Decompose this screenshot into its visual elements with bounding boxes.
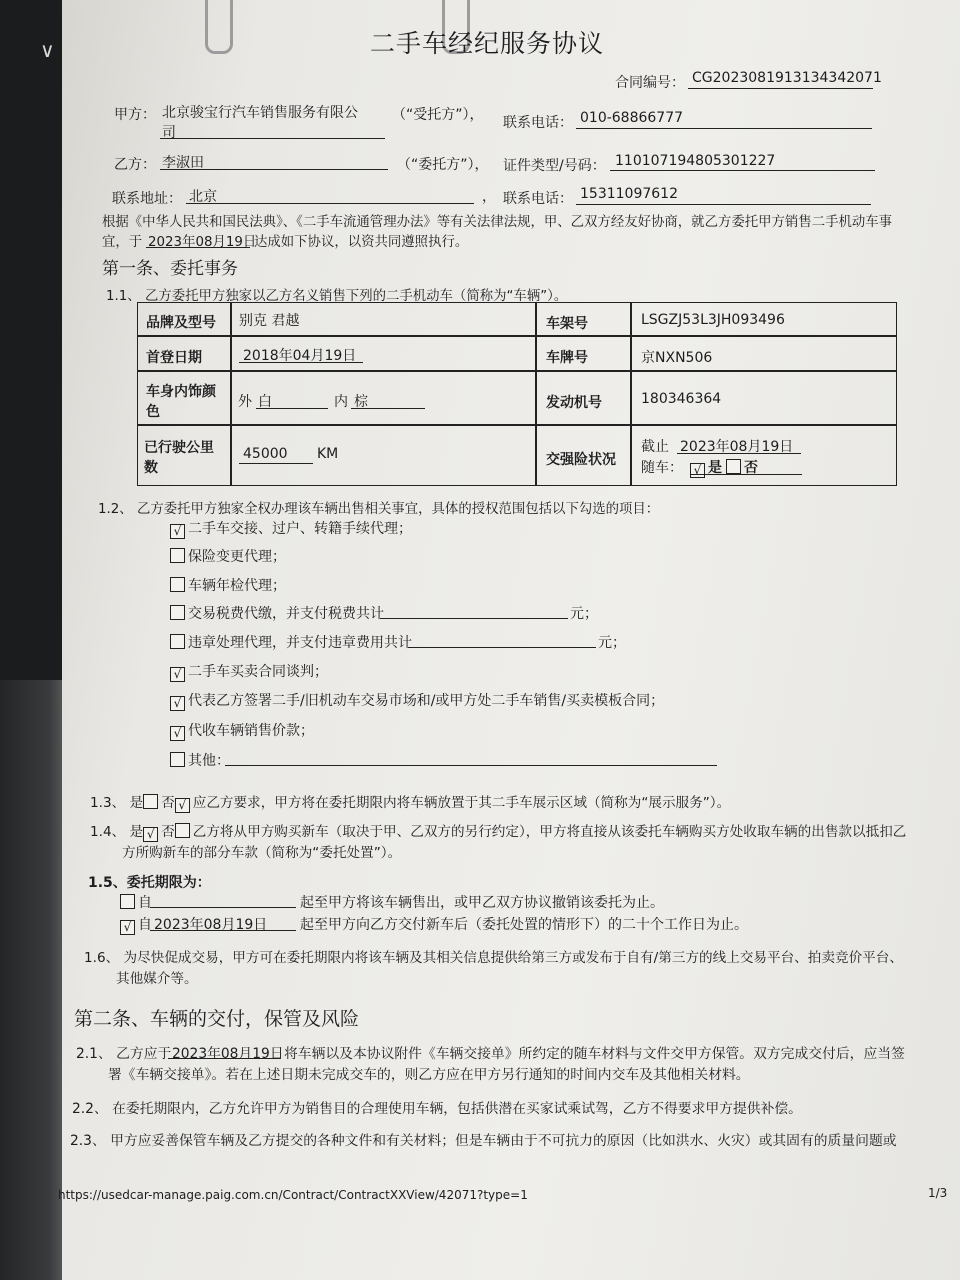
underline	[380, 618, 568, 619]
underline	[186, 203, 474, 204]
empty-box-icon	[170, 752, 185, 767]
party-b-label: 乙方：	[114, 157, 156, 173]
checked-box-icon: √	[690, 463, 705, 478]
checked-box-icon: √	[170, 696, 185, 711]
auth-item-8: √ 代收车辆销售价款；	[170, 720, 314, 741]
inner-color-label: 内	[334, 394, 348, 410]
term-option-1: 自	[120, 892, 152, 912]
insurance-with-options: √ 是 否	[690, 457, 758, 478]
reg-date-label: 首登日期	[146, 350, 202, 366]
party-a-phone: 010-68866777	[580, 110, 684, 126]
preamble-date: 2023年08月19日	[148, 235, 257, 250]
preamble-line2-a: 宜，于	[102, 235, 143, 250]
vin-value: LSGZJ53L3JH093496	[641, 312, 785, 328]
party-b-phone-label: 联系电话：	[503, 191, 573, 207]
auth-item-4-suffix: 元；	[570, 606, 598, 622]
empty-box-icon	[170, 548, 185, 563]
underline	[239, 463, 313, 464]
party-b-name: 李淑田	[162, 155, 204, 171]
underline	[690, 474, 802, 475]
contract-no-label: 合同编号：	[615, 75, 685, 91]
insurance-label: 交强险状况	[546, 452, 616, 468]
underline	[160, 138, 385, 139]
contract-page	[58, 0, 960, 1280]
engine-value: 180346364	[641, 391, 722, 407]
mileage-value: 45000	[243, 446, 288, 462]
contract-no: CG2023081913134342071	[692, 70, 882, 86]
clause-1-5-heading: 1.5、委托期限为：	[88, 875, 211, 891]
page-number: 1/3	[928, 1186, 948, 1200]
underline	[351, 408, 425, 409]
empty-box-icon	[175, 823, 190, 838]
comma: ，	[482, 189, 496, 205]
underline	[239, 362, 363, 363]
clause-1-4-cont: 方所购新车的部分车款（简称为“委托处置”）。	[122, 845, 402, 861]
brand-label: 品牌及型号	[146, 315, 216, 331]
clause-1-6: 1.6、 为尽快促成交易，甲方可在委托期限内将该车辆及其相关信息提供给第三方或发布于自有/第三方的线上交易平台、拍卖竞价平台、	[84, 950, 903, 966]
party-b-role: （“委托方”），	[397, 157, 489, 173]
underline	[576, 128, 872, 129]
mileage-label: 已行驶公里	[144, 440, 214, 456]
empty-box-icon	[120, 894, 135, 909]
color-label: 车身内饰颜	[146, 384, 216, 400]
reg-date-value: 2018年04月19日	[243, 348, 357, 364]
auth-item-1: √ 二手车交接、过户、转籍手续代理；	[170, 518, 412, 539]
party-b-addr-label: 联系地址：	[112, 191, 182, 207]
plate-value: 京NXN506	[641, 350, 713, 366]
outer-color-label: 外	[238, 394, 252, 410]
auth-item-6: √ 二手车买卖合同谈判；	[170, 661, 328, 682]
clause-1-6-cont: 其他媒介等。	[116, 971, 198, 987]
party-a-label: 甲方：	[114, 107, 156, 123]
term-option-2: √ 自	[120, 914, 152, 935]
clause-1-4: 1.4、 是 √ 否 乙方将从甲方购买新车（取决于甲、乙双方的另行约定），甲方将直接从该委托车辆购买方处收取车辆的出售款以抵扣乙	[90, 824, 907, 841]
underline	[150, 930, 296, 931]
auth-item-7: √ 代表乙方签署二手/旧机动车交易市场和/或甲方处二手车销售/买卖模板合同；	[170, 690, 664, 711]
party-a-name-cont: 司	[162, 125, 176, 141]
underline	[150, 907, 296, 908]
party-b-id: 110107194805301227	[615, 153, 776, 169]
outer-color-value: 白	[258, 394, 272, 410]
insurance-until-label: 截止	[641, 439, 669, 455]
auth-item-5-suffix: 元；	[598, 635, 626, 651]
inner-color-value: 棕	[354, 394, 368, 410]
underline	[146, 247, 250, 248]
underline	[160, 169, 388, 170]
clause-2-1-b: 将车辆以及本协议附件《车辆交接单》所约定的随车材料与文件交甲方保管。双方完成交付后，应当签	[284, 1046, 905, 1062]
mileage-label-cont: 数	[144, 460, 158, 476]
underline	[576, 204, 871, 205]
color-label-cont: 色	[146, 404, 160, 420]
clause-2-1-a: 2.1、 乙方应于	[76, 1046, 172, 1062]
party-b-id-label: 证件类型/号码：	[503, 158, 606, 174]
empty-box-icon	[726, 459, 741, 474]
underline	[677, 453, 801, 454]
term-option-2-text: 起至甲方向乙方交付新车后（委托处置的情形下）的二十个工作日为止。	[300, 917, 748, 933]
clause-1-3: 1.3、 是 否 √ 应乙方要求，甲方将在委托期限内将车辆放置于其二手车展示区域（简称为“展示服务”）。	[90, 795, 731, 812]
auth-item-9: 其他：	[170, 750, 230, 770]
party-a-role: （“受托方”），	[392, 107, 484, 123]
empty-box-icon	[170, 577, 185, 592]
page-title: 二手车经纪服务协议	[370, 29, 605, 58]
engine-label: 发动机号	[546, 395, 602, 411]
underline	[408, 647, 596, 648]
chevron-down-icon: ∨	[40, 38, 55, 62]
preamble-line1: 根据《中华人民共和国民法典》、《二手车流通管理办法》等有关法律法规，甲、乙双方经友好协商，就乙方委托甲方销售二手机动车事	[102, 215, 893, 230]
checked-box-icon: √	[170, 726, 185, 741]
auth-item-2: 保险变更代理；	[170, 546, 286, 566]
party-b-phone: 15311097612	[580, 186, 678, 202]
checked-box-icon: √	[170, 667, 185, 682]
empty-box-icon	[143, 794, 158, 809]
term-start-date: 2023年08月19日	[154, 917, 268, 933]
insurance-with-label: 随车：	[641, 460, 683, 476]
party-a-phone-label: 联系电话：	[503, 115, 573, 131]
underline	[256, 408, 328, 409]
underline	[168, 1058, 280, 1059]
paper-clip-icon	[205, 0, 233, 54]
checked-box-icon: √	[143, 827, 158, 842]
party-a-name: 北京骏宝行汽车销售服务有限公	[162, 105, 358, 121]
auth-item-5: 违章处理代理，并支付违章费用共计	[170, 632, 412, 652]
clause-1-1: 1.1、 乙方委托甲方独家以乙方名义销售下列的二手机动车（简称为“车辆”）。	[106, 289, 568, 304]
insurance-until-value: 2023年08月19日	[680, 439, 794, 455]
mileage-unit: KM	[317, 446, 339, 462]
preamble-line2-b: 达成如下协议，以资共同遵照执行。	[254, 235, 469, 250]
party-b-addr: 北京	[189, 189, 217, 205]
delivery-date: 2023年08月19日	[172, 1046, 284, 1062]
auth-item-3: 车辆年检代理；	[170, 575, 286, 595]
clause-1-2-intro: 1.2、 乙方委托甲方独家全权办理该车辆出售相关事宜，具体的授权范围包括以下勾选的项目：	[98, 502, 660, 517]
section-2-heading: 第二条、车辆的交付，保管及风险	[74, 1008, 360, 1030]
empty-box-icon	[170, 605, 185, 620]
clause-2-1-cont: 署《车辆交接单》。若在上述日期未完成交车的，则乙方应在甲方另行通知的时间内交车及其他相关材料。	[108, 1067, 750, 1083]
footer-url: https://usedcar-manage.paig.com.cn/Contract/ContractXXView/42071?type=1	[58, 1188, 528, 1202]
underline	[610, 170, 875, 171]
checked-box-icon: √	[175, 798, 190, 813]
auth-item-4: 交易税费代缴，并支付税费共计	[170, 603, 384, 623]
empty-box-icon	[170, 634, 185, 649]
section-1-heading: 第一条、委托事务	[102, 259, 238, 279]
clause-2-2: 2.2、 在委托期限内，乙方允许甲方为销售目的合理使用车辆，包括供潜在买家试乘试驾，乙方不得要求甲方提供补偿。	[72, 1101, 802, 1117]
term-option-1-text: 起至甲方将该车辆售出，或甲乙双方协议撤销该委托为止。	[300, 895, 664, 911]
plate-label: 车牌号	[546, 350, 588, 366]
checked-box-icon: √	[170, 524, 185, 539]
brand-value: 别克 君越	[239, 313, 300, 329]
clause-2-3: 2.3、 甲方应妥善保管车辆及乙方提交的各种文件和有关材料；但是车辆由于不可抗力的原因（比如洪水、火灾）或其固有的质量问题或	[70, 1133, 897, 1149]
vin-label: 车架号	[546, 316, 588, 332]
checked-box-icon: √	[120, 920, 135, 935]
vehicle-table	[137, 302, 897, 486]
underline	[225, 765, 717, 766]
underline	[688, 88, 873, 89]
